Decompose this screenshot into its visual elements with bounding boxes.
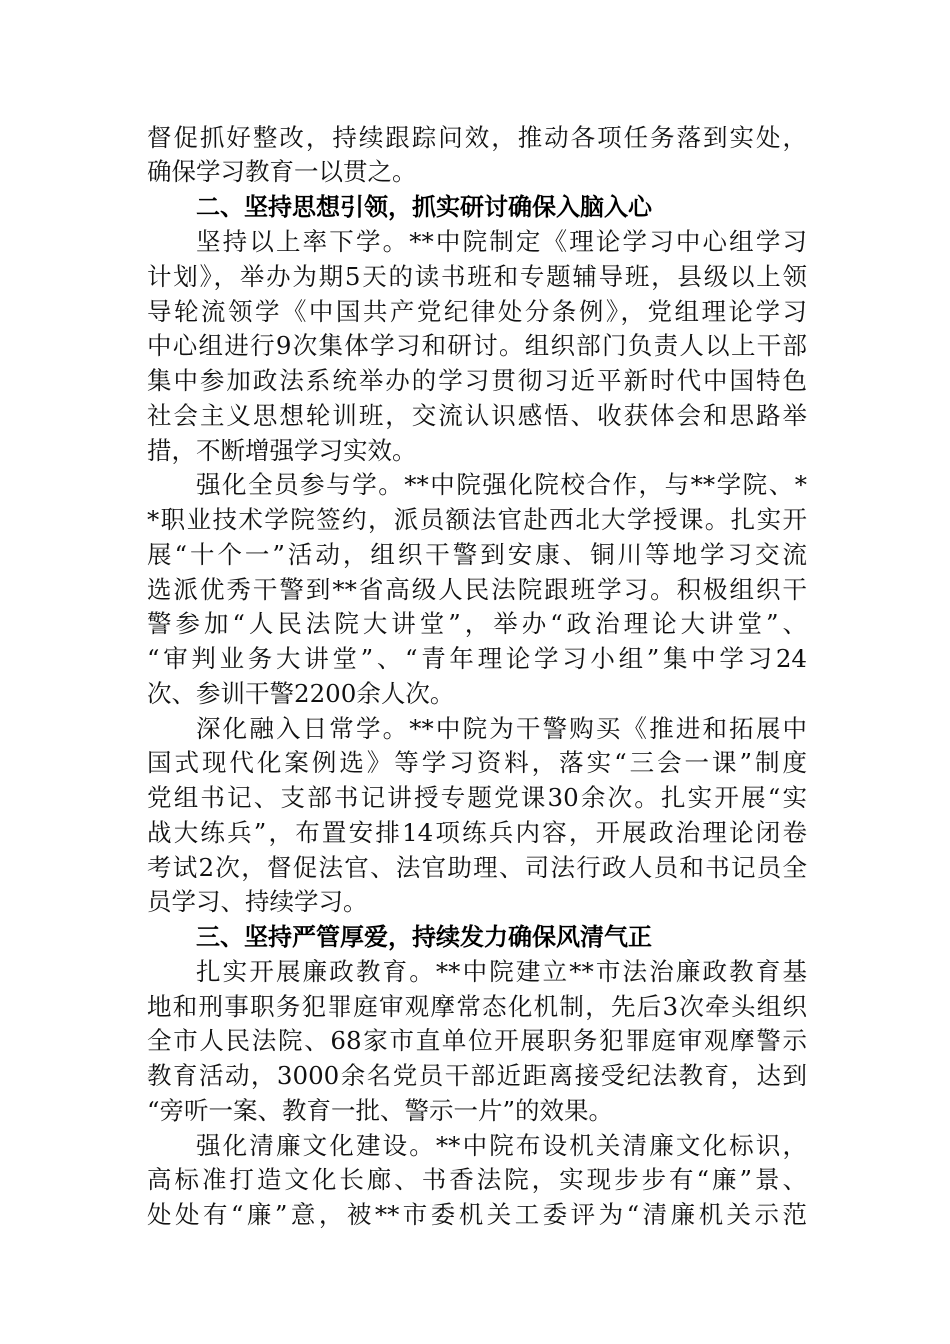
section-heading: 三、坚持严管厚爱，持续发力确保风清气正 [196,923,652,951]
text-line: 导轮流领学《中国共产党纪律处分条例》，党组理论学习 [147,297,807,326]
text-line: 督促抓好整改，持续跟踪问效，推动各项任务落到实处， [147,123,807,152]
text-line: 国式现代化案例选》等学习资料，落实“三会一课”制度 [147,748,807,777]
text-line: 计划》，举办为期5天的读书班和专题辅导班，县级以上领 [147,262,807,291]
text-line: *职业技术学院签约，派员额法官赴西北大学授课。扎实开 [147,505,807,534]
text-line: “旁听一案、教育一批、警示一片”的效果。 [147,1096,614,1125]
text-line: 扎实开展廉政教育。**中院建立**市法治廉政教育基 [196,957,807,986]
text-line: 社会主义思想轮训班，交流认识感悟、收获体会和思路举 [147,401,807,430]
text-line: 全市人民法院、68家市直单位开展职务犯罪庭审观摩警示 [147,1026,807,1055]
text-line: 党组书记、支部书记讲授专题党课30余次。扎实开展“实 [147,783,807,812]
text-line: 确保学习教育一以贯之。 [147,157,417,186]
text-line: 中心组进行9次集体学习和研讨。组织部门负责人以上干部 [147,331,807,360]
text-line: 坚持以上率下学。**中院制定《理论学习中心组学习 [196,227,807,256]
text-line: 处处有“廉”意，被**市委机关工委评为“清廉机关示范 [147,1200,807,1229]
text-line: 次、参训干警2200余人次。 [147,679,455,708]
text-line: “审判业务大讲堂”、“青年理论学习小组”集中学习24 [147,644,807,673]
text-line: 高标准打造文化长廊、书香法院，实现步步有“廉”景、 [147,1165,807,1194]
text-line: 集中参加政法系统举办的学习贯彻习近平新时代中国特色 [147,366,807,395]
text-line: 地和刑事职务犯罪庭审观摩常态化机制，先后3次牵头组织 [147,992,807,1021]
text-line: 警参加“人民法院大讲堂”，举办“政治理论大讲堂”、 [147,609,807,638]
text-line: 强化全员参与学。**中院强化院校合作，与**学院、* [196,470,807,499]
text-line: 战大练兵”，布置安排14项练兵内容，开展政治理论闭卷 [147,818,807,847]
text-line: 选派优秀干警到**省高级人民法院跟班学习。积极组织干 [147,575,807,604]
text-line: 深化融入日常学。**中院为干警购买《推进和拓展中 [196,714,807,743]
text-line: 教育活动，3000余名党员干部近距离接受纪法教育，达到 [147,1061,807,1090]
section-heading: 二、坚持思想引领，抓实研讨确保入脑入心 [196,193,652,221]
text-line: 考试2次，督促法官、法官助理、司法行政人员和书记员全 [147,853,807,882]
text-line: 措，不断增强学习实效。 [147,436,417,465]
text-line: 强化清廉文化建设。**中院布设机关清廉文化标识， [196,1131,807,1160]
text-line: 展“十个一”活动，组织干警到安康、铜川等地学习交流 [147,540,807,569]
text-line: 员学习、持续学习。 [147,887,368,916]
